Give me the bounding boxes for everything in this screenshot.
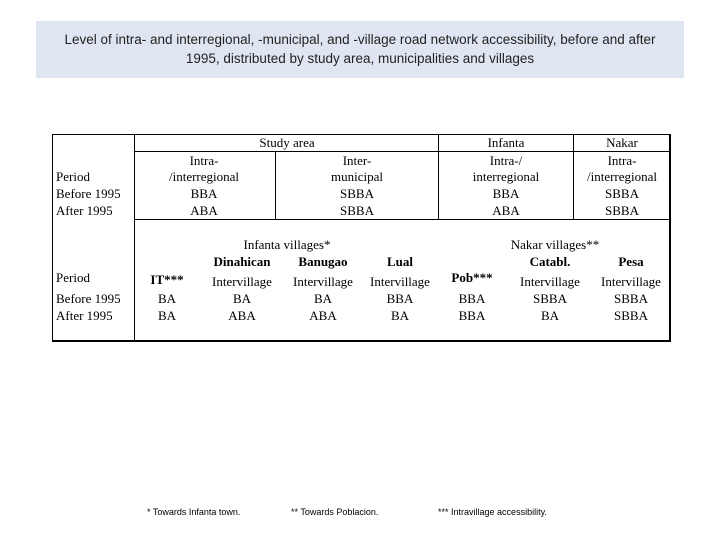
nakar-before: SBBA [605, 186, 639, 201]
infanta-line1: Intra-/ [489, 153, 523, 168]
lual-before: BBA [386, 291, 414, 306]
infanta-nakar-divider [573, 134, 574, 219]
study-area-header: Study area [259, 135, 315, 150]
catabl-before: SBBA [533, 291, 567, 306]
period-label-top: Period [56, 169, 90, 184]
nakar-line1: Intra- [607, 153, 637, 168]
study-area-intra-before: BBA [190, 186, 218, 201]
study-area-intra-line1: Intra- [189, 153, 219, 168]
study-area-infanta-divider [438, 134, 439, 219]
dinahican-after: ABA [228, 308, 256, 323]
study-area-intra-after: ABA [190, 203, 218, 218]
dinahican-sub: Intervillage [212, 274, 272, 289]
banugao-sub: Intervillage [293, 274, 353, 289]
study-area-col-divider [275, 151, 276, 219]
pesa-after: SBBA [614, 308, 648, 323]
footnote-intravillage [438, 507, 547, 517]
lual-header: Lual [386, 254, 414, 269]
catabl-after: BA [540, 308, 560, 323]
title-banner [36, 21, 684, 78]
study-area-inter-line1: Inter- [342, 153, 372, 168]
infanta-after: ABA [492, 203, 520, 218]
footnote-text-3: Intravillage accessibility. [451, 507, 547, 517]
pesa-sub: Intervillage [601, 274, 661, 289]
nakar-header: Nakar [606, 135, 638, 150]
dinahican-header: Dinahican [213, 254, 271, 269]
footnote-infanta [147, 507, 240, 517]
footnote-poblacion [291, 507, 378, 517]
footnote-text-2: Towards Poblacion. [300, 507, 379, 517]
catabl-sub: Intervillage [520, 274, 580, 289]
infanta-header: Infanta [487, 135, 525, 150]
pesa-before: SBBA [614, 291, 648, 306]
infanta-line2: interregional [472, 169, 540, 184]
footnote-text-1: Towards Infanta town. [152, 507, 241, 517]
title-line-1: Level of intra- and interregional, -municipal, and -village road network accessibility, before and after [64, 32, 656, 47]
infanta-villages-header: Infanta villages* [243, 237, 331, 252]
pesa-header: Pesa [618, 254, 644, 269]
catabl-header: Catabl. [529, 254, 571, 269]
footnote-mark-1: * [147, 507, 151, 517]
nakar-line2: /interregional [586, 169, 658, 184]
lual-sub: Intervillage [370, 274, 430, 289]
footnote-mark-3: *** [438, 507, 449, 517]
title-line-2: 1995, distributed by study area, municipalities and villages [185, 51, 535, 66]
study-area-intra-line2: /interregional [168, 169, 240, 184]
period-column-divider [134, 134, 135, 342]
study-area-inter-before: SBBA [340, 186, 374, 201]
dinahican-before: BA [232, 291, 252, 306]
nakar-after: SBBA [605, 203, 639, 218]
infanta-before: BBA [492, 186, 520, 201]
after-1995-label-top: After 1995 [56, 203, 113, 218]
pob-before: BBA [458, 291, 486, 306]
nakar-villages-header: Nakar villages** [510, 237, 600, 252]
it-header: IT*** [150, 272, 184, 287]
it-after: BA [157, 308, 177, 323]
study-area-header-rule [134, 151, 671, 152]
study-area-inter-line2: municipal [331, 169, 383, 184]
before-1995-label-top: Before 1995 [56, 186, 121, 201]
after-1995-label-bottom: After 1995 [56, 308, 113, 323]
before-1995-label-bottom: Before 1995 [56, 291, 121, 306]
banugao-after: ABA [309, 308, 337, 323]
pob-after: BBA [458, 308, 486, 323]
period-label-bottom: Period [56, 270, 90, 285]
section-divider [134, 219, 671, 220]
banugao-header: Banugao [298, 254, 348, 269]
pob-header: Pob*** [451, 270, 493, 285]
lual-after: BA [390, 308, 410, 323]
study-area-inter-after: SBBA [340, 203, 374, 218]
banugao-before: BA [313, 291, 333, 306]
footnote-mark-2: ** [291, 507, 299, 517]
it-before: BA [157, 291, 177, 306]
